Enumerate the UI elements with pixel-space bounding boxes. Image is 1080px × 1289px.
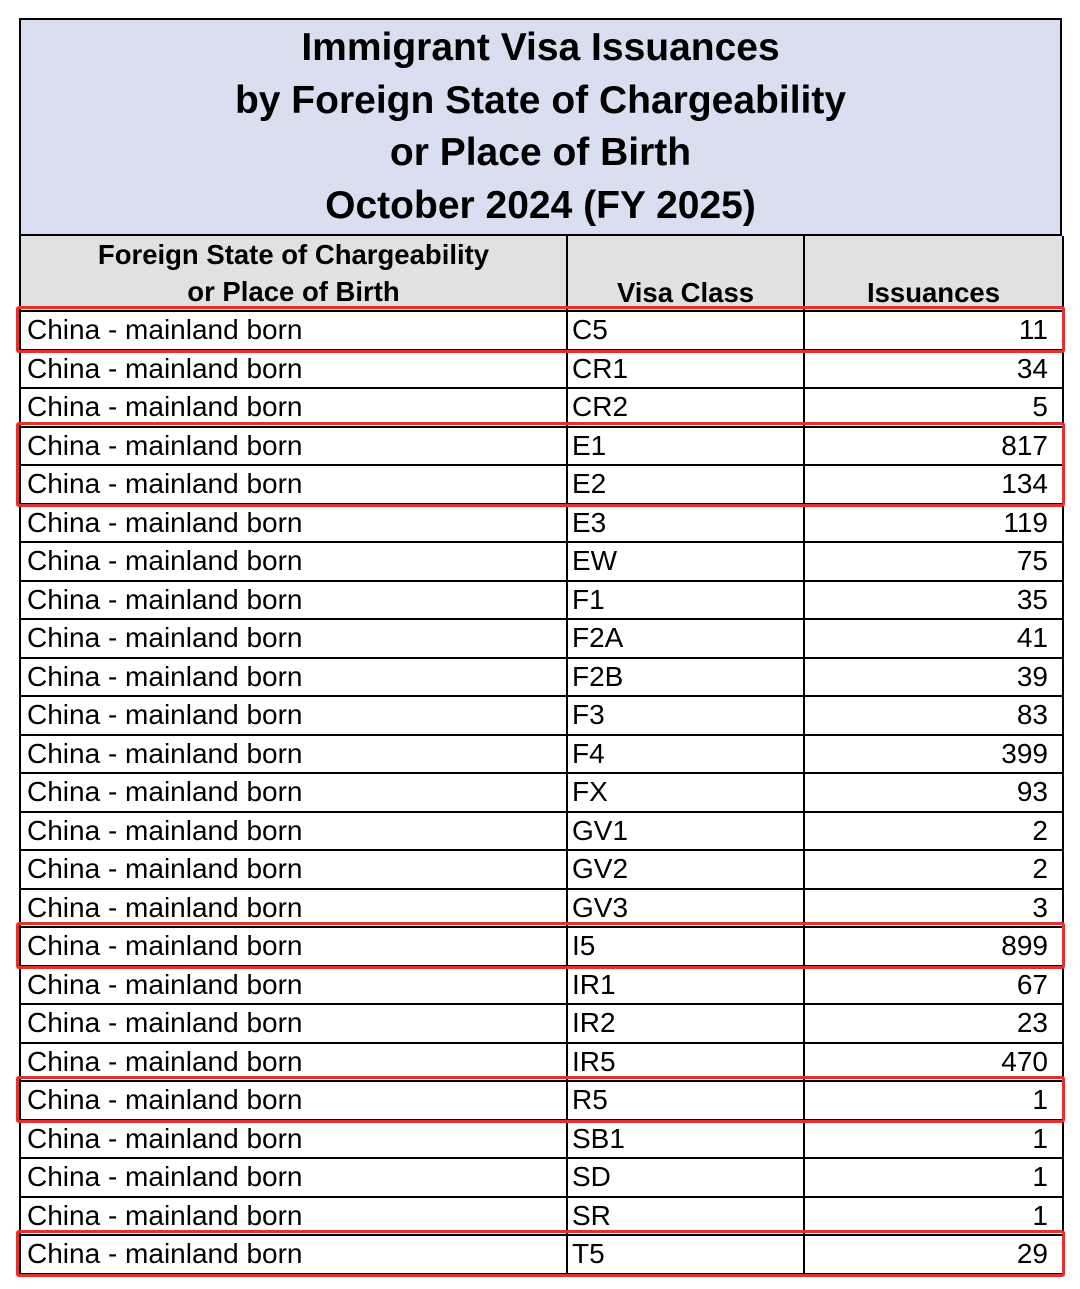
column-header-place-line2: or Place of Birth	[187, 276, 400, 307]
visa-class-cell: C5	[567, 311, 804, 350]
visa-class-cell: F2A	[567, 619, 804, 658]
issuances-cell: 1	[804, 1081, 1063, 1120]
issuances-cell: 39	[804, 658, 1063, 697]
issuances-cell: 817	[804, 427, 1063, 466]
visa-class-cell: SB1	[567, 1120, 804, 1159]
table-row	[20, 1158, 1063, 1197]
place-cell: China - mainland born	[20, 388, 567, 427]
place-cell: China - mainland born	[20, 311, 567, 350]
column-header-visa-class: Visa Class	[567, 236, 804, 311]
table-row	[20, 658, 1063, 697]
place-cell: China - mainland born	[20, 581, 567, 620]
issuances-cell: 93	[804, 773, 1063, 812]
issuances-cell: 1	[804, 1158, 1063, 1197]
table-row	[20, 350, 1063, 389]
table-row	[20, 696, 1063, 735]
place-cell: China - mainland born	[20, 850, 567, 889]
issuances-cell: 83	[804, 696, 1063, 735]
place-cell: China - mainland born	[20, 1235, 567, 1274]
table-row	[20, 773, 1063, 812]
place-cell: China - mainland born	[20, 735, 567, 774]
issuances-cell: 1	[804, 1120, 1063, 1159]
issuances-cell: 5	[804, 388, 1063, 427]
title-box	[19, 18, 1062, 236]
place-cell: China - mainland born	[20, 350, 567, 389]
visa-class-cell: IR1	[567, 966, 804, 1005]
place-cell: China - mainland born	[20, 1120, 567, 1159]
table-row	[20, 1235, 1063, 1274]
place-cell: China - mainland born	[20, 1197, 567, 1236]
table-row	[20, 735, 1063, 774]
visa-class-cell: F3	[567, 696, 804, 735]
issuances-cell: 470	[804, 1043, 1063, 1082]
table-row	[20, 311, 1063, 350]
visa-class-cell: FX	[567, 773, 804, 812]
table-row	[20, 1081, 1063, 1120]
visa-class-cell: CR2	[567, 388, 804, 427]
title-line-3: or Place of Birth	[389, 131, 692, 174]
place-cell: China - mainland born	[20, 812, 567, 851]
table-row	[20, 427, 1063, 466]
place-cell: China - mainland born	[20, 427, 567, 466]
issuances-cell: 41	[804, 619, 1063, 658]
visa-class-cell: E3	[567, 504, 804, 543]
issuances-cell: 75	[804, 542, 1063, 581]
place-cell: China - mainland born	[20, 1081, 567, 1120]
table-row	[20, 1043, 1063, 1082]
issuances-cell: 23	[804, 1004, 1063, 1043]
table-row	[20, 889, 1063, 928]
visa-class-cell: E2	[567, 465, 804, 504]
place-cell: China - mainland born	[20, 1158, 567, 1197]
visa-class-cell: IR2	[567, 1004, 804, 1043]
table-row	[20, 1004, 1063, 1043]
visa-class-cell: GV3	[567, 889, 804, 928]
table-row	[20, 504, 1063, 543]
column-header-issuances: Issuances	[804, 236, 1063, 311]
column-header-place	[20, 236, 567, 311]
visa-class-cell: EW	[567, 542, 804, 581]
place-cell: China - mainland born	[20, 1004, 567, 1043]
table-row	[20, 581, 1063, 620]
table-row	[20, 850, 1063, 889]
table-row	[20, 465, 1063, 504]
visa-issuance-sheet	[19, 18, 1062, 1275]
visa-class-cell: F2B	[567, 658, 804, 697]
table-row	[20, 1120, 1063, 1159]
issuances-cell: 1	[804, 1197, 1063, 1236]
title-line-1: Immigrant Visa Issuances	[301, 26, 780, 69]
place-cell: China - mainland born	[20, 619, 567, 658]
table-body	[20, 311, 1063, 1274]
issuances-cell: 2	[804, 812, 1063, 851]
column-header-place-line1: Foreign State of Chargeability	[97, 239, 490, 270]
table-row	[20, 966, 1063, 1005]
visa-class-cell: F4	[567, 735, 804, 774]
place-cell: China - mainland born	[20, 1043, 567, 1082]
visa-class-cell: SD	[567, 1158, 804, 1197]
visa-class-cell: I5	[567, 927, 804, 966]
table-row	[20, 1197, 1063, 1236]
visa-class-cell: SR	[567, 1197, 804, 1236]
visa-class-cell: CR1	[567, 350, 804, 389]
title-line-4: October 2024 (FY 2025)	[325, 183, 756, 227]
issuances-cell: 2	[804, 850, 1063, 889]
place-cell: China - mainland born	[20, 773, 567, 812]
header-row	[20, 236, 1063, 311]
issuances-cell: 3	[804, 889, 1063, 928]
visa-class-cell: GV1	[567, 812, 804, 851]
issuances-cell: 67	[804, 966, 1063, 1005]
table-row	[20, 388, 1063, 427]
visa-class-cell: IR5	[567, 1043, 804, 1082]
issuances-cell: 134	[804, 465, 1063, 504]
issuances-cell: 34	[804, 350, 1063, 389]
table-row	[20, 812, 1063, 851]
issuances-cell: 899	[804, 927, 1063, 966]
issuances-cell: 11	[804, 311, 1063, 350]
table-row	[20, 927, 1063, 966]
place-cell: China - mainland born	[20, 889, 567, 928]
issuances-cell: 35	[804, 581, 1063, 620]
table-row	[20, 619, 1063, 658]
visa-class-cell: E1	[567, 427, 804, 466]
issuance-table	[19, 236, 1064, 1275]
place-cell: China - mainland born	[20, 542, 567, 581]
table-row	[20, 542, 1063, 581]
place-cell: China - mainland born	[20, 658, 567, 697]
visa-class-cell: T5	[567, 1235, 804, 1274]
place-cell: China - mainland born	[20, 504, 567, 543]
place-cell: China - mainland born	[20, 927, 567, 966]
issuances-cell: 29	[804, 1235, 1063, 1274]
visa-class-cell: GV2	[567, 850, 804, 889]
place-cell: China - mainland born	[20, 966, 567, 1005]
title-line-2: by Foreign State of Chargeability	[234, 78, 847, 122]
issuances-cell: 119	[804, 504, 1063, 543]
issuances-cell: 399	[804, 735, 1063, 774]
place-cell: China - mainland born	[20, 465, 567, 504]
visa-class-cell: R5	[567, 1081, 804, 1120]
visa-class-cell: F1	[567, 581, 804, 620]
place-cell: China - mainland born	[20, 696, 567, 735]
